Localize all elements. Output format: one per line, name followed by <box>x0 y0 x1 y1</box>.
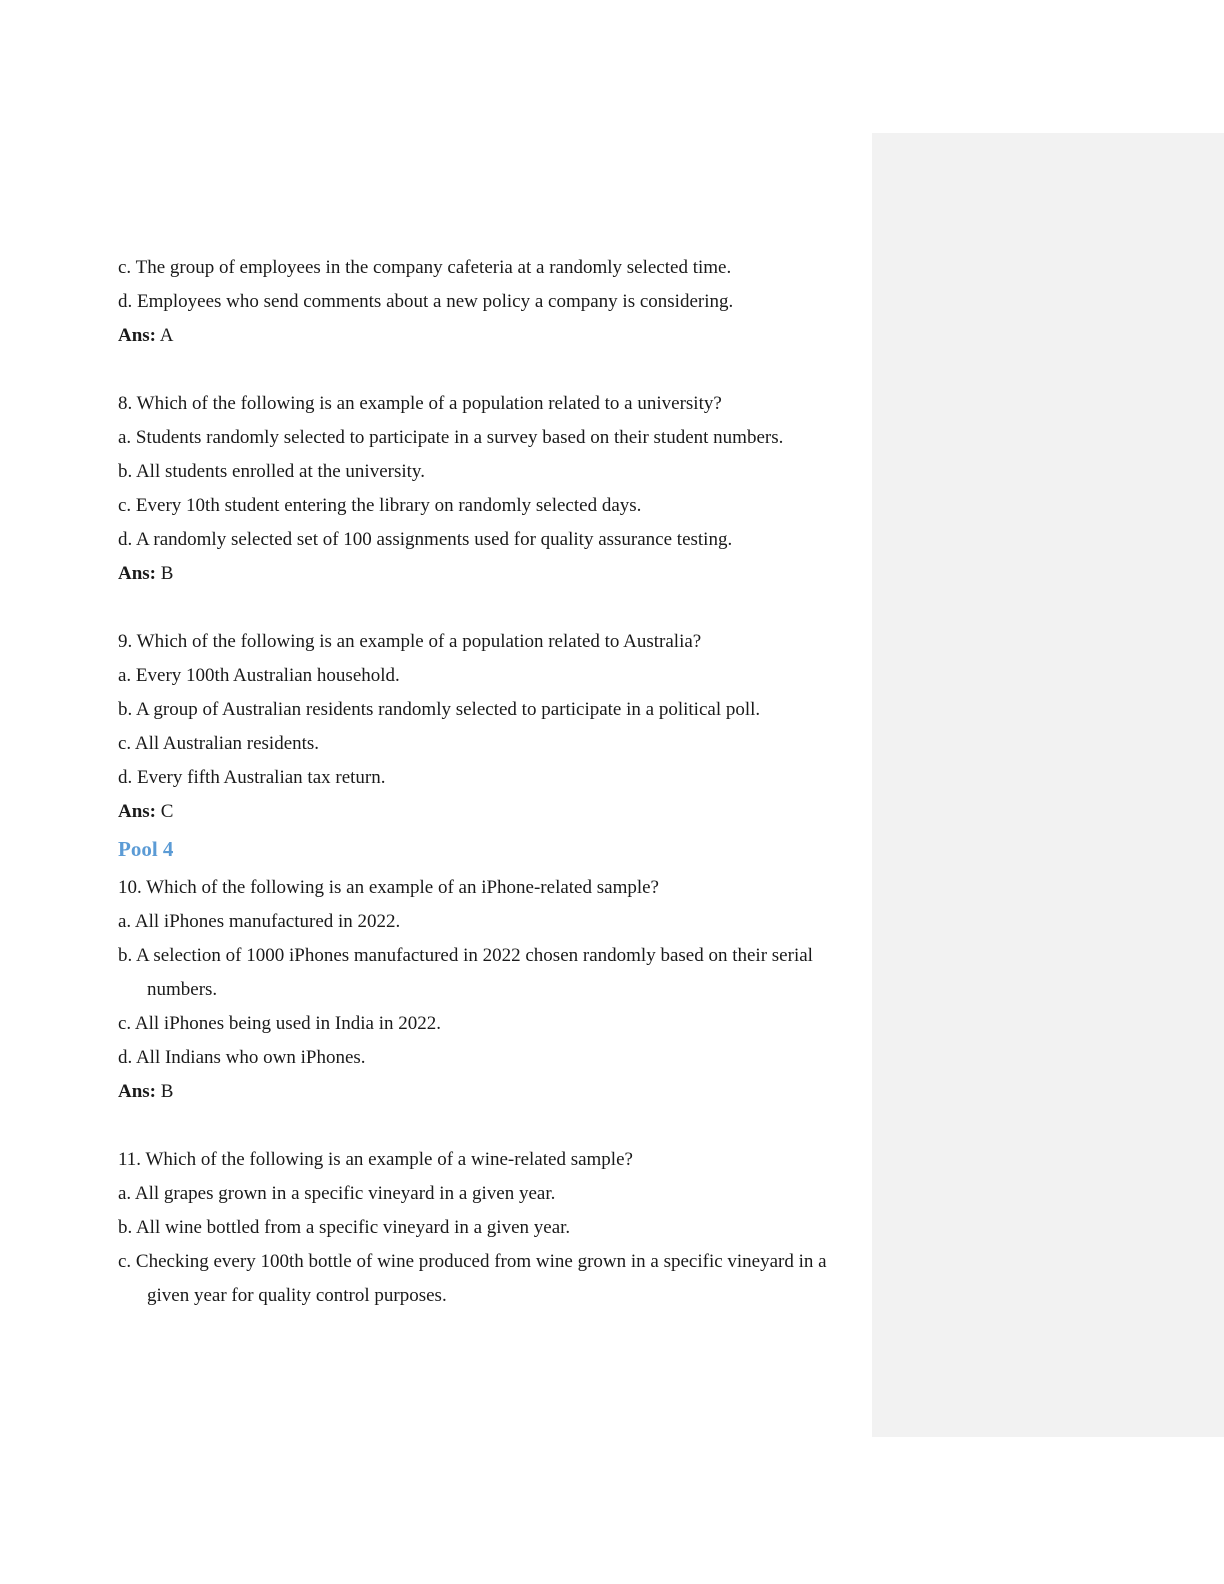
option-a: a. Students randomly selected to participate in a survey based on their student numbers. <box>118 427 784 448</box>
option-c: c. All Australian residents. <box>118 733 320 754</box>
option-b: b. A group of Australian residents randomly selected to participate in a political poll. <box>118 699 761 720</box>
answer <box>118 1075 863 1109</box>
question-9: 9. Which of the following is an example of a population related to Australia? <box>118 631 702 652</box>
answer-label: Ans: <box>118 1081 157 1102</box>
answer-label: Ans: <box>118 325 157 346</box>
option-c: c. Every 10th student entering the library on randomly selected days. <box>118 495 642 516</box>
answer-value: B <box>160 563 174 584</box>
option-a: a. All grapes grown in a specific vineyard in a given year. <box>118 1183 556 1204</box>
option-d: d. Employees who send comments about a new policy a company is considering. <box>118 291 734 312</box>
comment-pane <box>872 133 1224 1437</box>
option-c: c. Checking every 100th bottle of wine produced from wine grown in a specific vineyard in a given year for quality control purposes. <box>118 1251 827 1306</box>
option-d: d. Every fifth Australian tax return. <box>118 767 386 788</box>
option-b: b. All students enrolled at the university. <box>118 461 425 482</box>
option-b: b. A selection of 1000 iPhones manufactured in 2022 chosen randomly based on their serial numbers. <box>118 945 813 1000</box>
question-8: 8. Which of the following is an example of a population related to a university? <box>118 393 722 414</box>
answer <box>118 319 863 353</box>
answer-label: Ans: <box>118 801 157 822</box>
option-d: d. A randomly selected set of 100 assignments used for quality assurance testing. <box>118 529 733 550</box>
answer-value: B <box>160 1081 174 1102</box>
question-10: 10. Which of the following is an example of an iPhone-related sample? <box>118 877 659 898</box>
option-c: c. The group of employees in the company cafeteria at a randomly selected time. <box>118 257 732 278</box>
answer <box>118 557 863 591</box>
answer-value: C <box>160 801 174 822</box>
option-a: a. All iPhones manufactured in 2022. <box>118 911 401 932</box>
option-d: d. All Indians who own iPhones. <box>118 1047 366 1068</box>
answer-label: Ans: <box>118 563 157 584</box>
option-b: b. All wine bottled from a specific vineyard in a given year. <box>118 1217 571 1238</box>
answer-value: A <box>159 325 174 346</box>
spacer <box>118 591 863 625</box>
document-body <box>118 251 863 1313</box>
spacer <box>118 353 863 387</box>
option-c: c. All iPhones being used in India in 2022. <box>118 1013 441 1034</box>
option-a: a. Every 100th Australian household. <box>118 665 400 686</box>
pool-heading: Pool 4 <box>118 837 174 861</box>
question-11: 11. Which of the following is an example of a wine-related sample? <box>118 1149 633 1170</box>
answer <box>118 795 863 829</box>
spacer <box>118 1109 863 1143</box>
